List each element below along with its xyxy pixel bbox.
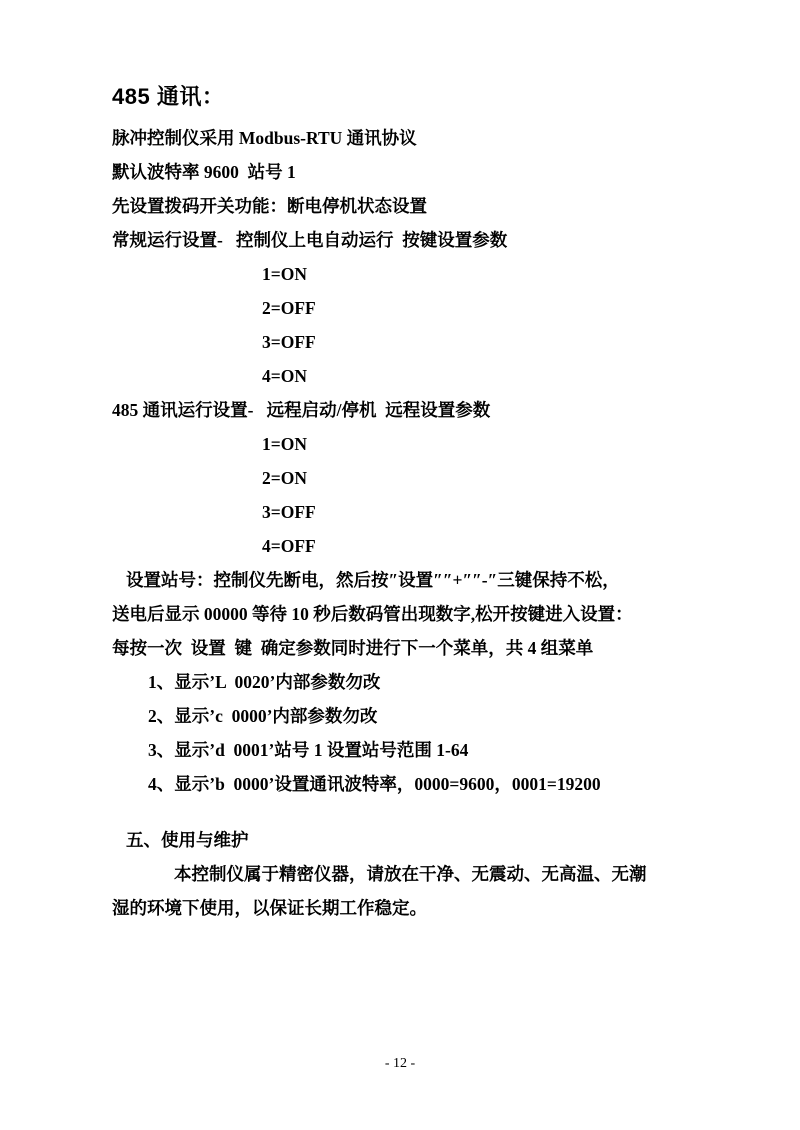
- section-heading: 五、使用与维护: [126, 830, 249, 850]
- menu-item-1: 1、显示’L 0020’内部参数勿改: [148, 672, 381, 692]
- page-number: - 12 -: [384, 1056, 416, 1071]
- menu-item-3: 3、显示’d 0001’站号 1 设置站号范围 1-64: [148, 740, 469, 760]
- normal-mode-switch-1: 1=ON: [262, 264, 307, 284]
- section-spacer: [112, 801, 704, 823]
- rs485-mode-switch-4: 4=OFF: [262, 536, 316, 556]
- rs485-mode-switch-2: 2=ON: [262, 468, 307, 488]
- normal-mode-switch-3: 3=OFF: [262, 332, 316, 352]
- intro-line-1: 脉冲控制仪采用 Modbus-RTU 通讯协议: [112, 128, 417, 148]
- intro-line-3: 先设置拨码开关功能：断电停机状态设置: [112, 196, 427, 216]
- normal-mode-label: 常规运行设置- 控制仪上电自动运行 按键设置参数: [112, 230, 508, 250]
- menu-item-2: 2、显示’c 0000’内部参数勿改: [148, 706, 378, 726]
- station-setup-line-3: 每按一次 设置 键 确定参数同时进行下一个菜单，共 4 组菜单: [112, 638, 594, 658]
- normal-mode-switch-4: 4=ON: [262, 366, 307, 386]
- station-setup-line-2: 送电后显示 00000 等待 10 秒后数码管出现数字,松开按键进入设置：: [112, 604, 633, 624]
- rs485-mode-label: 485 通讯运行设置- 远程启动/停机 远程设置参数: [112, 400, 491, 420]
- page-title: 485 通讯：: [112, 84, 225, 109]
- rs485-mode-switch-3: 3=OFF: [262, 502, 316, 522]
- menu-item-4: 4、显示’b 0000’设置通讯波特率，0000=9600，0001=19200: [148, 774, 601, 794]
- rs485-mode-switch-1: 1=ON: [262, 434, 307, 454]
- normal-mode-switch-2: 2=OFF: [262, 298, 316, 318]
- station-setup-line-1: 设置站号：控制仪先断电，然后按″设置″″+″″-″三键保持不松，: [126, 570, 620, 590]
- intro-line-2: 默认波特率 9600 站号 1: [112, 162, 296, 182]
- section-paragraph-line-1: 本控制仪属于精密仪器，请放在干净、无震动、无高温、无潮: [174, 864, 647, 884]
- section-paragraph-line-2: 湿的环境下使用，以保证长期工作稳定。: [112, 898, 427, 918]
